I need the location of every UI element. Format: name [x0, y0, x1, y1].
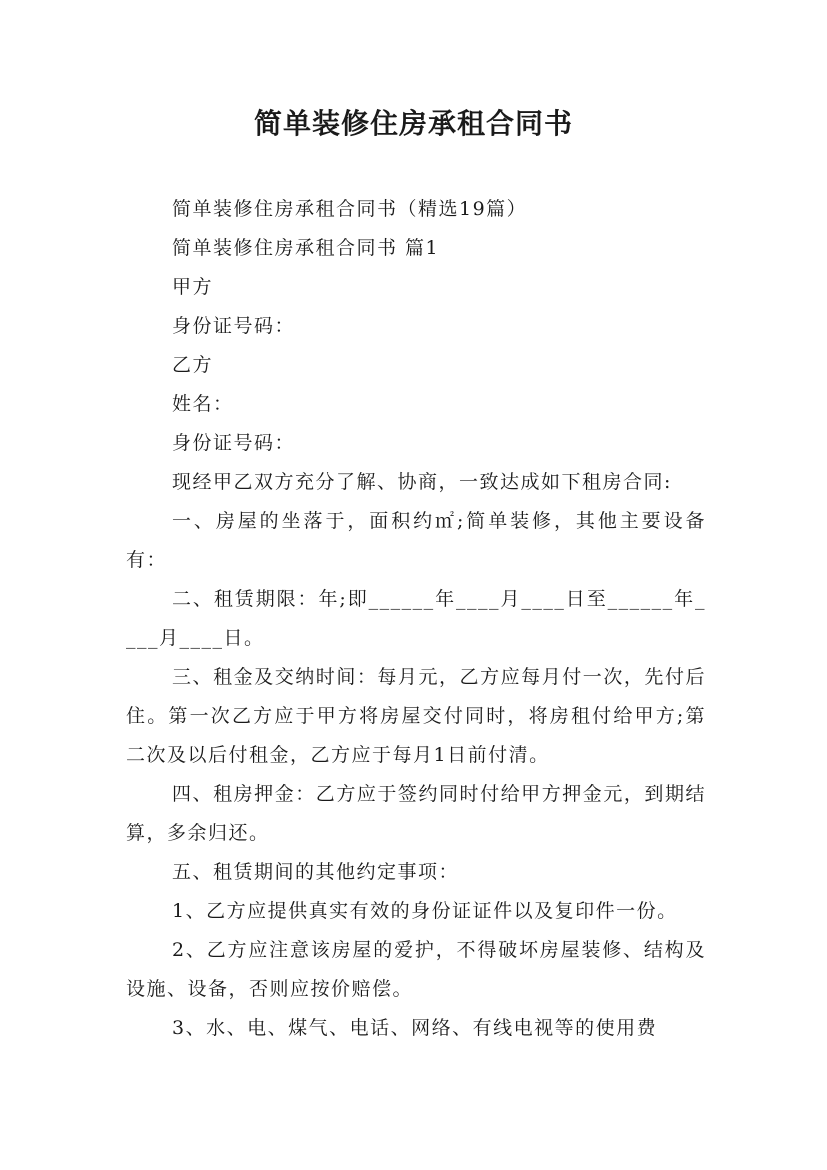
paragraph-section-heading: 简单装修住房承租合同书 篇1 [172, 237, 440, 259]
paragraph-clause-1: 一、房屋的坐落于，面积约㎡;简单装修，其他主要设备有： [126, 510, 706, 571]
paragraph-party-b-name: 姓名： [172, 393, 234, 415]
paragraph-party-b-id: 身份证号码： [172, 432, 296, 454]
paragraph-item-1: 1、乙方应提供真实有效的身份证证件以及复印件一份。 [172, 900, 678, 922]
paragraph-clause-4: 四、租房押金：乙方应于签约同时付给甲方押金元，到期结算，多余归还。 [126, 783, 706, 844]
paragraph-party-a: 甲方 [172, 276, 214, 298]
paragraph-party-b: 乙方 [172, 354, 214, 376]
paragraph-item-2: 2、乙方应注意该房屋的爱护，不得破坏房屋装修、结构及设施、设备，否则应按价赔偿。 [126, 939, 706, 1000]
paragraph-clause-2: 二、租赁期限：年;即______年____月____日至______年____月____日。 [126, 588, 706, 649]
paragraph-party-a-id: 身份证号码： [172, 315, 296, 337]
paragraph-agreement-intro: 现经甲乙双方充分了解、协商，一致达成如下租房合同: [172, 471, 672, 493]
document-title: 简单装修住房承租合同书 [253, 107, 573, 140]
paragraph-subtitle: 简单装修住房承租合同书（精选19篇） [172, 198, 528, 220]
paragraph-clause-3: 三、租金及交纳时间：每月元，乙方应每月付一次，先付后住。第一次乙方应于甲方将房屋交付同时，将房租付给甲方;第二次及以后付租金，乙方应于每月1日前付清。 [126, 666, 706, 766]
document-body [126, 190, 706, 1048]
paragraph-item-3: 3、水、电、煤气、电话、网络、有线电视等的使用费 [172, 1017, 658, 1039]
paragraph-clause-5: 五、租赁期间的其他约定事项： [172, 861, 460, 883]
